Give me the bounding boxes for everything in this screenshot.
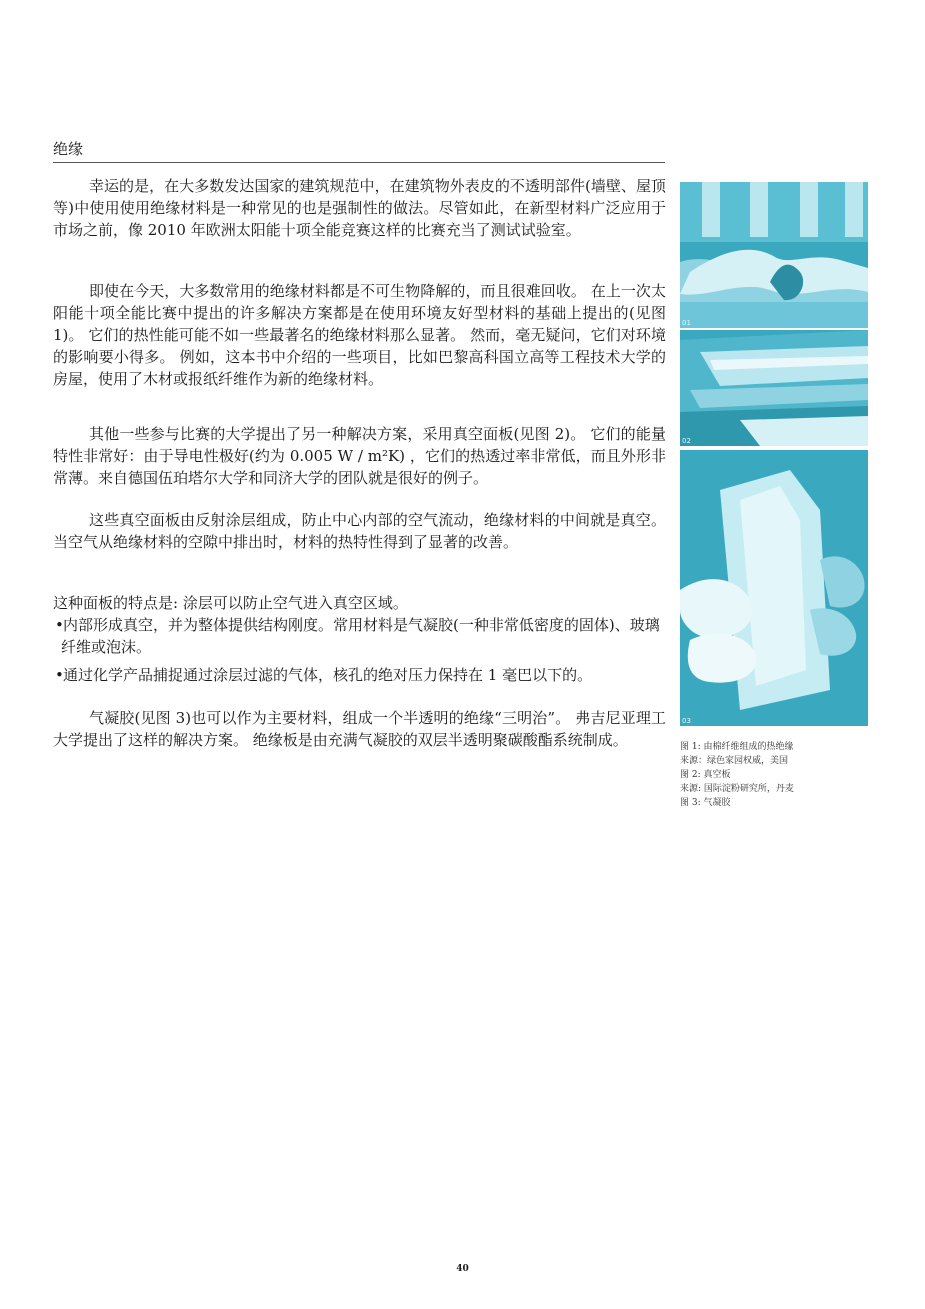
page-number: 40 [456, 1264, 469, 1274]
paragraph-text: 幸运的是，在大多数发达国家的建筑规范中，在建筑物外表皮的不透明部件(墙壁、屋顶等)中使用使用绝缘材料是一种常见的也是强制性的做法。尽管如此，在新型材料广泛应用于市场之前，像 2010 年欧洲太阳能十项全能竞赛这样的比赛充当了测试试验室。 [53, 177, 666, 239]
bullet-item-chemical [53, 664, 666, 686]
paragraph-aerogel [53, 707, 666, 751]
vacuum-panel-icon [680, 330, 868, 446]
caption-figure-3: 图 3: 气凝胶 [680, 798, 731, 808]
panel-features [53, 592, 666, 686]
paragraph-text: 即使在今天，大多数常用的绝缘材料都是不可生物降解的，而且很难回收。 在上一次太阳能十项全能比赛中提出的许多解决方案都是在使用环境友好型材料的基础上提出的(见图 1)。 它们的热性能可能不如一些最著名的绝缘材料那么显著。 然而，毫无疑问，它们对环境的影响要小得多。 例如，这本书中介绍的一些项目，比如巴黎高科国立高等工程技术大学的房屋，使用了木材或报纸纤维作为新的绝缘材料。 [53, 282, 666, 388]
figure-number: 02 [682, 437, 691, 445]
paragraph-3 [53, 423, 666, 489]
figure-3-photo [680, 450, 868, 726]
cotton-fiber-insulation-icon [680, 182, 868, 328]
caption-source-1: 来源：绿色家园权威，美国 [680, 756, 789, 766]
figure-1-photo [680, 182, 868, 328]
aerogel-icon [680, 450, 868, 726]
paragraph-text: 气凝胶(见图 3)也可以作为主要材料，组成一个半透明的绝缘“三明治”。 弗吉尼亚理工大学提出了这样的解决方案。 绝缘板是由充满气凝胶的双层半透明聚碳酸酯系统制成。 [53, 709, 666, 749]
feature-intro: 这种面板的特点是: 涂层可以防止空气进入真空区域。 [53, 594, 408, 612]
figure-2-photo [680, 330, 868, 446]
paragraph-2 [53, 280, 666, 390]
figure-number: 01 [682, 319, 691, 327]
bullet-item-vacuum [53, 614, 666, 658]
paragraph-text: 这些真空面板由反射涂层组成，防止中心内部的空气流动，绝缘材料的中间就是真空。 当空气从绝缘材料的空隙中排出时，材料的热特性得到了显著的改善。 [53, 511, 666, 551]
paragraph-1 [53, 175, 666, 241]
bullet-text: 通过化学产品捕捉通过涂层过滤的气体，核孔的绝对压力保持在 1 毫巴以下的。 [63, 666, 593, 684]
paragraph-4 [53, 509, 666, 553]
bullet-icon: • [55, 666, 64, 684]
section-title: 绝缘 [53, 139, 665, 163]
bullet-text: 内部形成真空，并为整体提供结构刚度。常用材料是气凝胶(一种非常低密度的固体)、玻璃纤维或泡沫。 [61, 616, 660, 656]
figure-captions [680, 740, 880, 810]
caption-source-2: 来源: 国际淀粉研究所，丹麦 [680, 784, 794, 794]
caption-figure-2: 图 2: 真空板 [680, 770, 731, 780]
figure-number: 03 [682, 717, 691, 725]
paragraph-text: 其他一些参与比赛的大学提出了另一种解决方案，采用真空面板(见图 2)。 它们的能量特性非常好：由于导电性极好(约为 0.005 W / m²K) ，它们的热透过率非常低，而且外形非常薄。来自德国伍珀塔尔大学和同济大学的团队就是很好的例子。 [53, 425, 666, 487]
caption-figure-1: 图 1: 由棉纤维组成的热绝缘 [680, 742, 794, 752]
bullet-icon: • [55, 616, 64, 634]
